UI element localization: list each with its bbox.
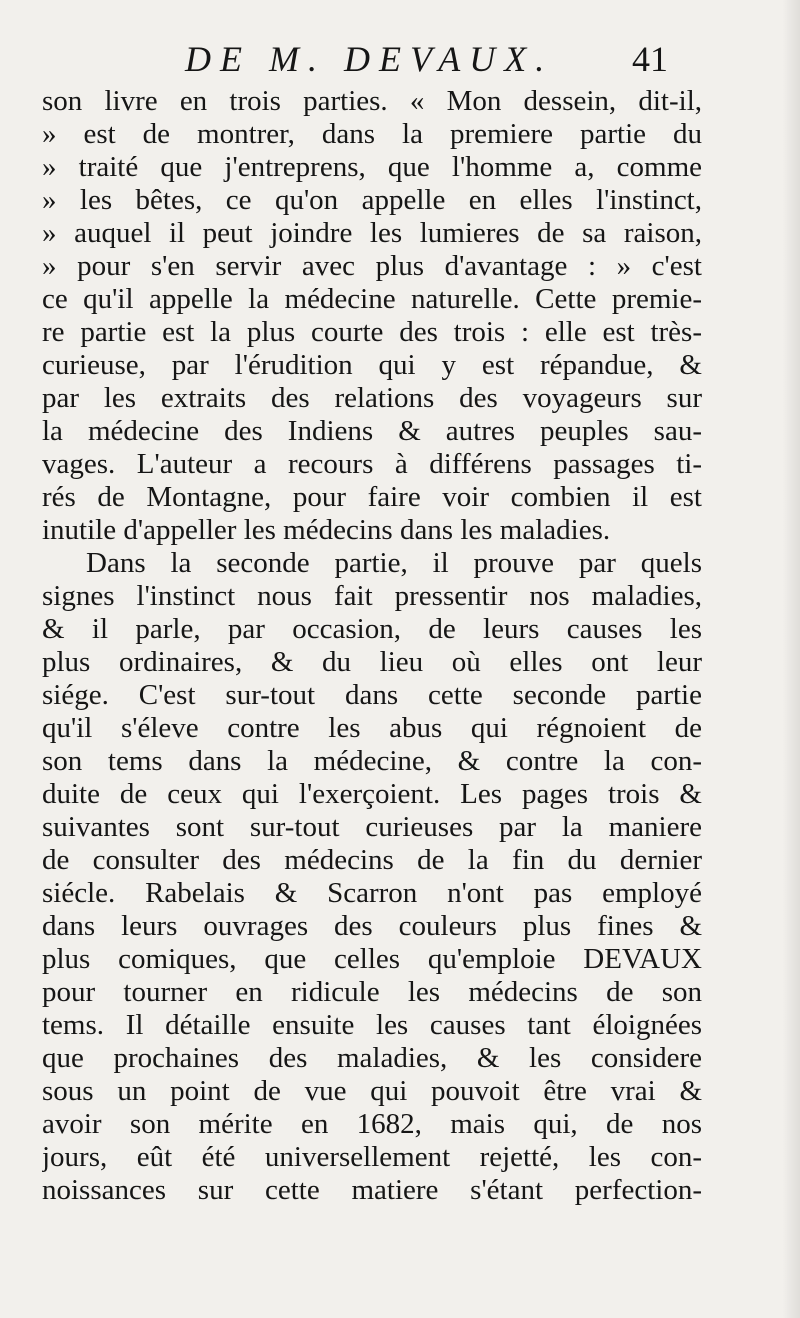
text-line: » les bêtes, ce qu'on appelle en elles l'instinct, <box>42 184 702 216</box>
text-line: siécle. Rabelais & Scarron n'ont pas employé <box>42 877 702 909</box>
text-line: rés de Montagne, pour faire voir combien il est <box>42 481 702 513</box>
text-line: pour tourner en ridicule les médecins de son <box>42 976 702 1008</box>
text-line: son livre en trois parties. « Mon dessein, dit-il, <box>42 85 702 117</box>
text-line: suivantes sont sur-tout curieuses par la maniere <box>42 811 702 843</box>
text-line: plus ordinaires, & du lieu où elles ont leur <box>42 646 702 678</box>
text-line: » est de montrer, dans la premiere partie du <box>42 118 702 150</box>
text-line: tems. Il détaille ensuite les causes tant éloignées <box>42 1009 702 1041</box>
text-line: duite de ceux qui l'exerçoient. Les pages trois & <box>42 778 702 810</box>
text-line: curieuse, par l'érudition qui y est répandue, & <box>42 349 702 381</box>
page-edge-shadow <box>782 0 800 1318</box>
text-line: siége. C'est sur-tout dans cette seconde partie <box>42 679 702 711</box>
text-line: que prochaines des maladies, & les considere <box>42 1042 702 1074</box>
text-line: re partie est la plus courte des trois : elle est très- <box>42 316 702 348</box>
text-line: la médecine des Indiens & autres peuples sau- <box>42 415 702 447</box>
text-line: dans leurs ouvrages des couleurs plus fines & <box>42 910 702 942</box>
running-head: DE M. DEVAUX. <box>185 39 554 79</box>
text-line: avoir son mérite en 1682, mais qui, de nos <box>42 1108 702 1140</box>
text-line: son tems dans la médecine, & contre la con- <box>42 745 702 777</box>
text-line: noissances sur cette matiere s'étant perfection- <box>42 1174 702 1206</box>
text-line: ce qu'il appelle la médecine naturelle. Cette premie- <box>42 283 702 315</box>
text-line: & il parle, par occasion, de leurs causes les <box>42 613 702 645</box>
text-line: » auquel il peut joindre les lumieres de sa raison, <box>42 217 702 249</box>
text-line: qu'il s'éleve contre les abus qui régnoient de <box>42 712 702 744</box>
paragraph-first-line: Dans la seconde partie, il prouve par quels <box>86 547 702 579</box>
text-line: de consulter des médecins de la fin du dernier <box>42 844 702 876</box>
text-line: inutile d'appeller les médecins dans les maladies. <box>42 514 611 546</box>
text-line: par les extraits des relations des voyageurs sur <box>42 382 702 414</box>
text-line: plus comiques, que celles qu'emploie DEVAUX <box>42 943 702 975</box>
page-number: 41 <box>632 39 668 79</box>
text-line: jours, eût été universellement rejetté, les con- <box>42 1141 702 1173</box>
text-line: sous un point de vue qui pouvoit être vrai & <box>42 1075 702 1107</box>
text-line: signes l'instinct nous fait pressentir nos maladies, <box>42 580 702 612</box>
text-line: vages. L'auteur a recours à différens passages ti- <box>42 448 702 480</box>
text-line: » pour s'en servir avec plus d'avantage : » c'est <box>42 250 702 282</box>
text-line: » traité que j'entreprens, que l'homme a, comme <box>42 151 702 183</box>
